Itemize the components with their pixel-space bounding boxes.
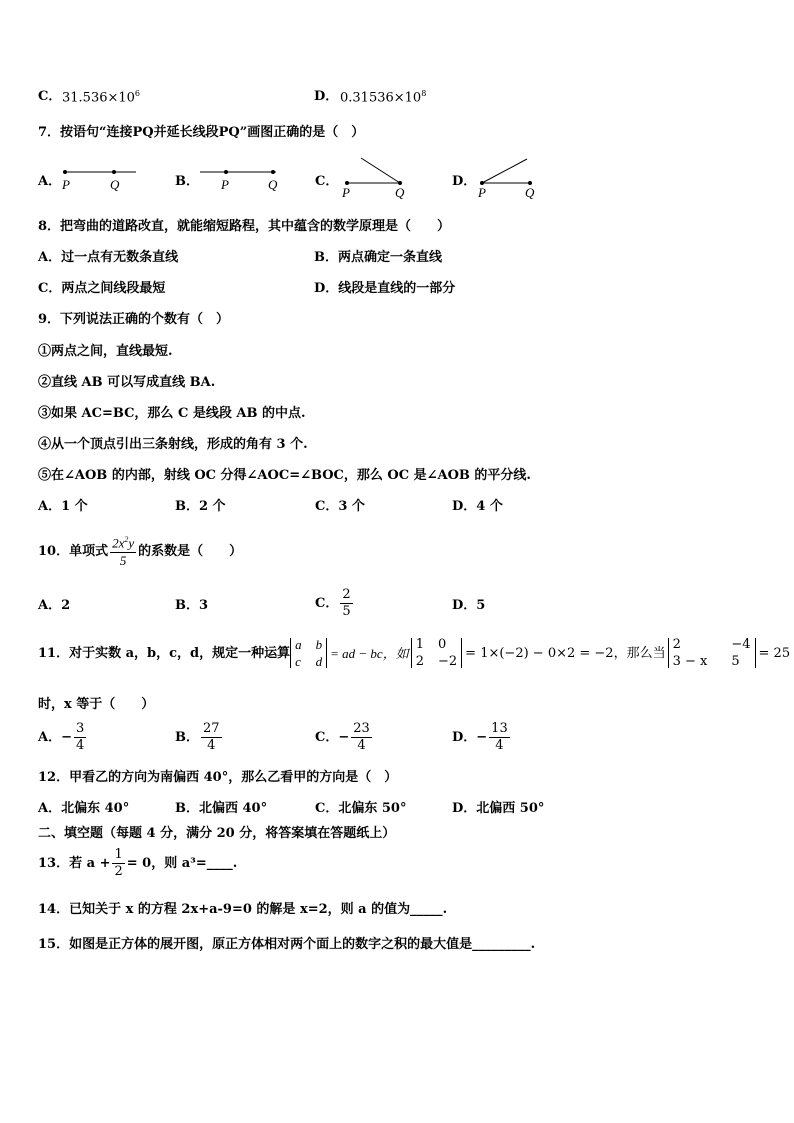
q11-option-d-label: D．− (452, 730, 488, 746)
q13-prefix: 13．若 a + (38, 856, 111, 872)
q13-suffix: = 0，则 a³=____. (126, 856, 238, 872)
q9-statement-3: ③如果 AC=BC，那么 C 是线段 AB 的中点. (38, 406, 306, 421)
q7-stem: 7．按语句“连接PQ并延长线段PQ”画图正确的是（ ） (38, 125, 365, 140)
q11-option-b (175, 722, 224, 754)
q7-option-a-label: A． (38, 174, 62, 189)
q11-m3-a: 2 (672, 637, 681, 652)
q10-option-a: A．2 (38, 598, 71, 613)
q11-option-d-num: 13 (489, 722, 510, 738)
q7-option-b-label: B． (175, 174, 199, 189)
q6-option-d-label: D． (314, 89, 339, 104)
q7-a-point-q: Q (110, 177, 120, 192)
q10-option-c (315, 588, 355, 620)
q6-option-d (340, 90, 426, 104)
q11-option-d-den: 4 (495, 738, 504, 754)
q11-option-c (315, 722, 374, 754)
q10-den: 5 (119, 552, 127, 568)
q11-option-b-den: 4 (207, 738, 216, 754)
q11-m3-d: 5 (731, 654, 740, 669)
q8-option-a: A．过一点有无数条直线 (38, 250, 179, 265)
q9-option-d: D．4 个 (452, 499, 503, 514)
q11-eq2: = 1×(−2) − 0×2 = −2，那么当 (465, 645, 666, 661)
q11-eq1: = ad − bc，如 (330, 645, 409, 661)
q12-option-c: C．北偏东 50° (315, 801, 407, 816)
q10-option-c-den: 5 (342, 604, 351, 620)
q13-den: 2 (114, 864, 123, 880)
q9-option-b: B．2 个 (175, 499, 226, 514)
q11-m1-d: d (315, 654, 323, 669)
q11-matrix-example (411, 638, 462, 668)
q8-stem: 8．把弯曲的道路改直，就能缩短路程，其中蕴含的数学原理是（ ） (38, 219, 451, 234)
q11-option-b-label: B． (175, 730, 199, 746)
q9-option-a: A．1 个 (38, 499, 88, 514)
q10-monomial (110, 536, 136, 568)
q7-a-point-p: P (62, 177, 70, 192)
q13-stem (38, 848, 237, 880)
q8-option-b: B．两点确定一条直线 (314, 250, 442, 265)
section-heading-fill-in: 二、填空题（每题 4 分，满分 20 分，将答案填在答题纸上） (38, 826, 396, 841)
q7-b-point-p: P (221, 177, 229, 192)
q10-num-y: y (128, 535, 135, 551)
q12-stem: 12．甲看乙的方向为南偏西 40°，那么乙看甲的方向是（ ） (38, 770, 398, 785)
q12-option-b: B．北偏西 40° (175, 801, 268, 816)
q9-statement-5: ⑤在∠AOB 的内部，射线 OC 分得∠AOC=∠BOC，那么 OC 是∠AOB 的平分线. (38, 468, 531, 483)
q10-option-c-num: 2 (340, 588, 352, 604)
q11-m1-c: c (295, 654, 301, 669)
q10-prefix: 10．单项式 (38, 544, 109, 560)
q9-statement-4: ④从一个顶点引出三条射线，形成的角有 3 个. (38, 437, 308, 452)
q10-num: 2x (112, 535, 125, 551)
q9-option-c: C．3 个 (315, 499, 365, 514)
q11-matrix-condition (668, 638, 756, 668)
q6-option-c (62, 90, 140, 104)
q11-option-b-num: 27 (201, 722, 222, 738)
q6-option-c-text: 31.536×10 (62, 90, 135, 106)
q11-option-a (38, 722, 88, 754)
q11-m2-a: 1 (415, 637, 424, 652)
q11-option-a-den: 4 (75, 738, 85, 754)
q14-stem: 14．已知关于 x 的方程 2x+a-9=0 的解是 x=2，则 a 的值为_____. (38, 902, 448, 917)
q10-stem (38, 536, 242, 568)
q7-option-c-label: C． (315, 174, 339, 189)
q11-option-a-num: 3 (74, 722, 86, 738)
q12-option-a: A．北偏东 40° (38, 801, 130, 816)
q11-option-c-label: C．− (315, 730, 350, 746)
q10-option-b: B．3 (175, 598, 209, 613)
q7-b-point-q: Q (268, 177, 278, 192)
q6-option-c-label: C． (38, 89, 62, 104)
q8-option-d: D．线段是直线的一部分 (314, 281, 456, 296)
q7-d-point-q: Q (525, 185, 535, 200)
q11-eq3: = 25 (758, 645, 791, 661)
q10-suffix: 的系数是（ ） (138, 544, 243, 560)
q7-d-point-p: P (478, 185, 486, 200)
q11-matrix-def (290, 638, 327, 668)
q10-option-c-label: C． (315, 596, 339, 612)
q11-m2-d: −2 (438, 654, 458, 669)
q7-option-d-label: D． (452, 174, 477, 189)
q7-figure-a (58, 160, 143, 194)
q9-statement-2: ②直线 AB 可以写成直线 BA. (38, 375, 216, 390)
q15-stem: 15．如图是正方体的展开图，原正方体相对两个面上的数字之积的最大值是_________. (38, 937, 536, 952)
q11-prefix: 11．对于实数 a，b，c，d，规定一种运算 (38, 645, 291, 661)
q11-m1-b: b (315, 637, 323, 652)
q11-m3-c: 3 − x (672, 654, 708, 669)
q11-m1-a: a (295, 637, 302, 652)
q11-m3-b: −4 (731, 637, 751, 652)
q7-c-point-p: P (342, 185, 350, 200)
q6-option-d-text: 0.31536×10 (340, 90, 422, 106)
q11-option-a-label: A．− (38, 730, 72, 746)
q11-option-c-num: 23 (351, 722, 372, 738)
q12-option-d: D．北偏西 50° (452, 801, 545, 816)
q8-option-c: C．两点之间线段最短 (38, 281, 166, 296)
q11-line2: 时，x 等于（ ） (38, 697, 155, 712)
q9-statement-1: ①两点之间，直线最短. (38, 344, 173, 359)
q11-stem (38, 638, 790, 668)
q10-num-exp: 2 (124, 535, 129, 544)
q7-c-point-q: Q (395, 185, 405, 200)
q6-option-c-exp: 6 (134, 89, 141, 98)
q11-m2-c: 2 (415, 654, 424, 669)
q11-m2-b: 0 (438, 637, 447, 652)
q9-stem: 9．下列说法正确的个数有（ ） (38, 312, 230, 327)
q10-option-d: D．5 (452, 598, 486, 613)
q11-option-d (452, 722, 512, 754)
q11-option-c-den: 4 (357, 738, 366, 754)
q6-option-d-exp: 8 (421, 89, 427, 98)
q13-num: 1 (112, 848, 124, 864)
